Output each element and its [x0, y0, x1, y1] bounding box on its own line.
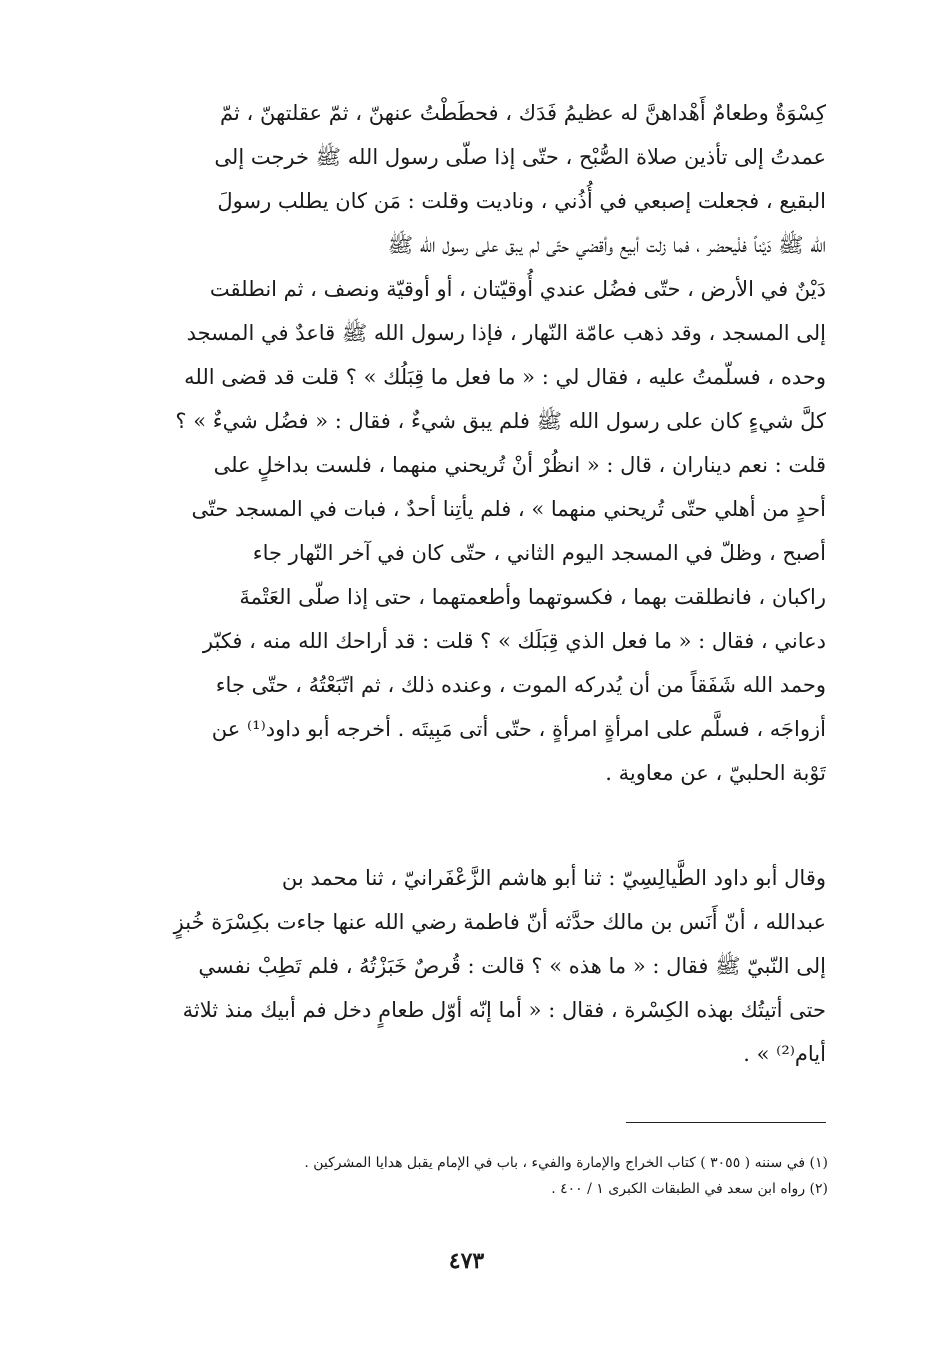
text-line: دَيْنٌ في الأرض ، حتّى فضُل عندي أُوقيّتان ، أو أوقيّة ونصف ، ثم انطلقت: [209, 277, 826, 301]
main-paragraph-1: [108, 91, 826, 795]
text-line: عمدتُ إلى تأذين صلاة الصُّبْح ، حتّى إذا صلّى رسول الله ﷺ خرجت إلى: [214, 145, 826, 169]
main-paragraph-2: [108, 856, 826, 1076]
text-line: إلى المسجد ، وقد ذهب عامّة النّهار ، فإذا رسول الله ﷺ قاعدٌ في المسجد: [186, 321, 826, 345]
text-line: دعاني ، فقال : « ما فعل الذي قِبَلَك » ؟ قلت : قد أراحك الله منه ، فكبّر: [202, 629, 826, 653]
text-line: تَوْبة الحلبيّ ، عن معاوية .: [605, 761, 826, 785]
page-number: ٤٧٣: [448, 1248, 485, 1274]
text-line: وقال أبو داود الطَّيالِسِيّ : ثنا أبو هاشم الزَّعْفَرانيّ ، ثنا محمد بن: [281, 866, 826, 890]
text-line: أحدٍ من أهلي حتّى تُريحني منهما » ، فلم يأتِنا أحدٌ ، فبات في المسجد حتّى: [191, 497, 826, 521]
footnote-2: (٢) رواه ابن سعد في الطبقات الكبرى ١ / ٤٠٠ .: [551, 1181, 828, 1197]
text-line: إلى النّبيّ ﷺ فقال : « ما هذه » ؟ قالت : قُرصٌ خَبَزْتُهُ ، فلم تَطِبْ نفسي: [198, 954, 826, 978]
text-line: راكبان ، فانطلقت بهما ، فكسوتهما وأطعمتهما ، حتى إذا صلّى العَتْمةَ: [239, 585, 826, 609]
text-line: أصبح ، وظلّ في المسجد اليوم الثاني ، حتّى كان في آخر النّهار جاء: [252, 541, 826, 565]
text-line: وحده ، فسلّمتُ عليه ، فقال لي : « ما فعل ما قِبَلُك » ؟ قلت قد قضى الله: [184, 365, 826, 389]
text-line: الله ﷺ دَيْناً فلْيحضر ، فما زلت أبيع وأقضي حتّى لم يبق على رسول الله ﷺ: [387, 233, 826, 257]
footnote-separator: [626, 1122, 826, 1123]
text-line: قلت : نعم ديناران ، قال : « انظُرْ أنْ تُريحني منهما ، فلست بداخلٍ على: [213, 453, 826, 477]
text-line: حتى أتيتُك بهذه الكِسْرة ، فقال : « أما إنّه أوّل طعامٍ دخل فم أبيك منذ ثلاثة: [182, 998, 826, 1022]
text-line: وحمد الله شَفَقاً من أن يُدركه الموت ، وعنده ذلك ، ثم اتّبَعْتُهُ ، حتّى جاء: [215, 673, 826, 697]
footnotes: [200, 1150, 828, 1202]
text-line: أيام⁽²⁾ » .: [743, 1042, 826, 1066]
text-line: كلَّ شيءٍ كان على رسول الله ﷺ فلم يبق شيءٌ ، فقال : « فضُل شيءٌ » ؟: [175, 409, 826, 433]
text-line: أزواجَه ، فسلَّم على امرأةٍ امرأةٍ ، حتّى أتى مَبِيتَه . أخرجه أبو داود⁽¹⁾ عن: [211, 717, 826, 741]
text-line: البقيع ، فجعلت إصبعي في أُذُني ، وناديت وقلت : مَن كان يطلب رسولَ: [217, 189, 826, 213]
text-line: عبدالله ، أنّ أَنَس بن مالك حدَّثه أنّ فاطمة رضي الله عنها جاءت بكِسْرَة خُبزٍ: [173, 910, 826, 934]
text-line: كِسْوَةٌ وطعامٌ أَهْداهنَّ له عظيمُ فَدَك ، فحطَطْتُ عنهنّ ، ثمّ عقلتهنّ ، ثمّ: [220, 101, 826, 125]
footnote-1: (١) في سننه ( ٣٠٥٥ ) كتاب الخراج والإمارة والفيء ، باب في الإمام يقبل هدايا المشركين .: [304, 1155, 828, 1171]
